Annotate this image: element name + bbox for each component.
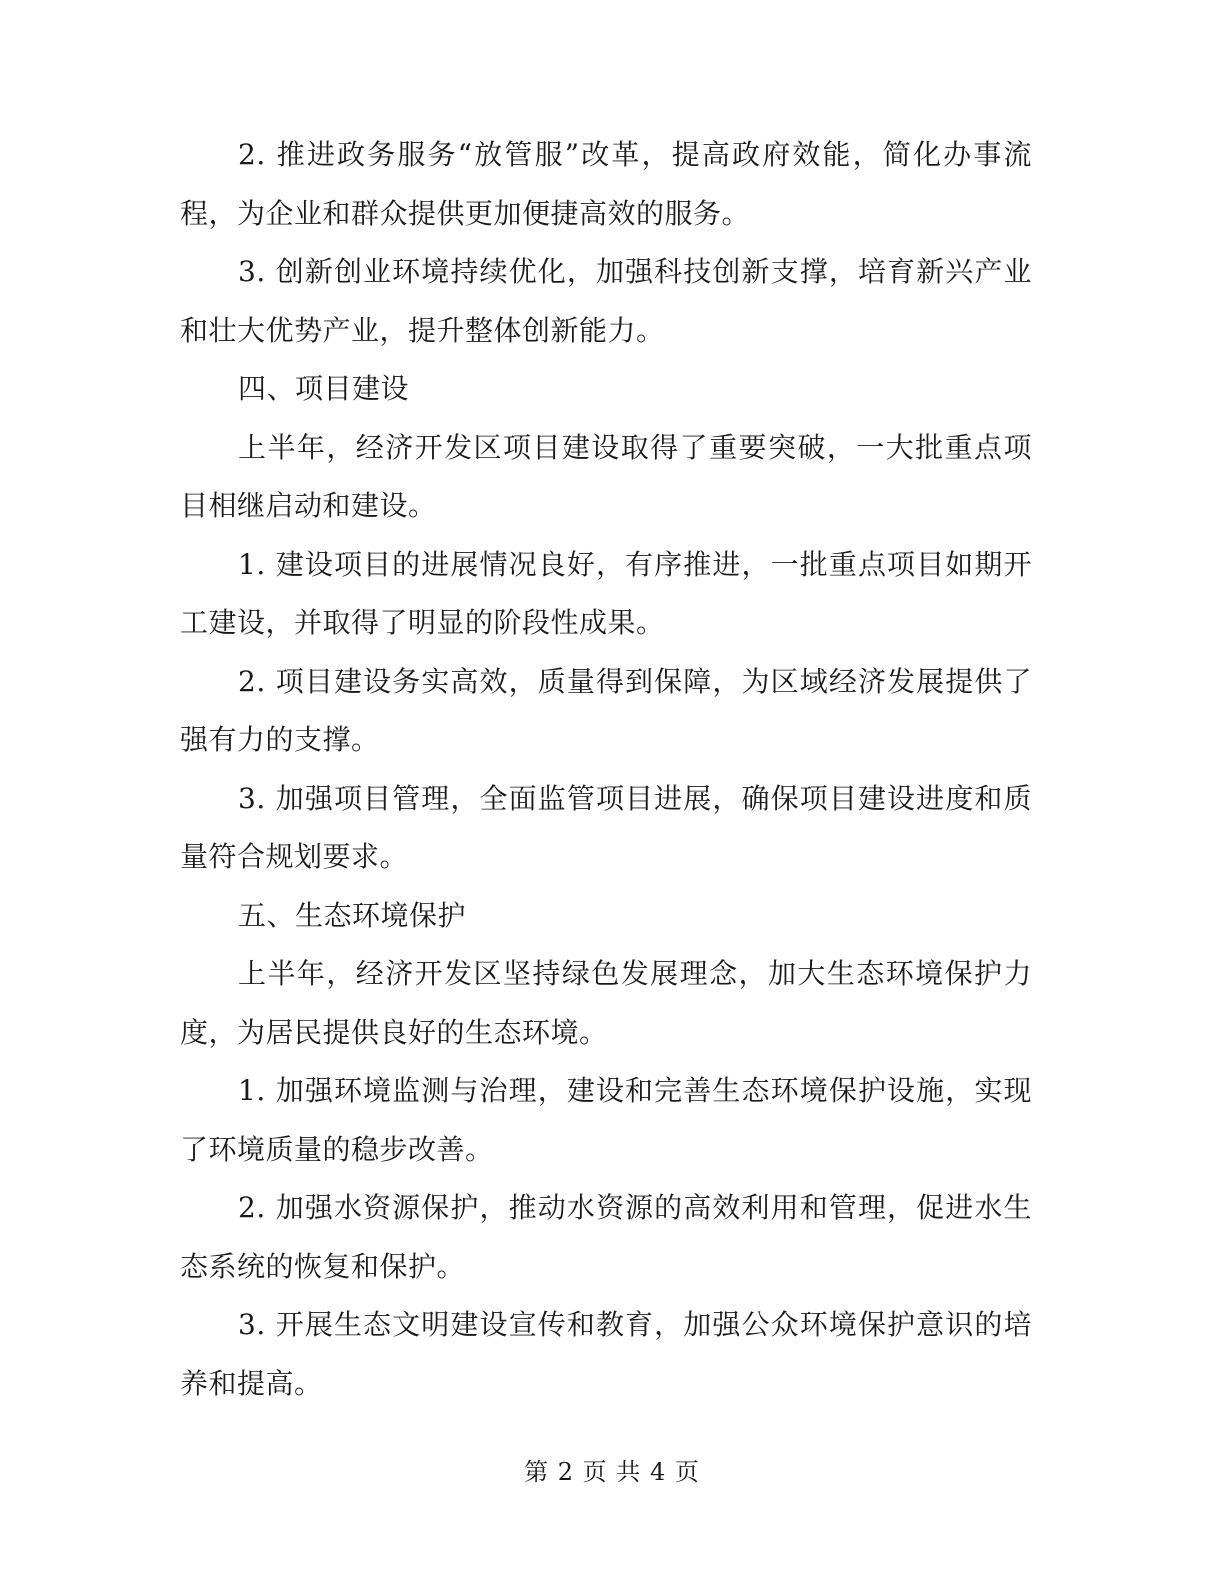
document-body [180,126,1032,1413]
paragraph-project-item-3: 3. 加强项目管理，全面监管项目进展，确保项目建设进度和质量符合规划要求。 [180,781,1032,873]
paragraph-ecology-intro: 上半年，经济开发区坚持绿色发展理念，加大生态环境保护力度，为居民提供良好的生态环境。 [180,957,1032,1049]
paragraph-ecology-item-3: 3. 开展生态文明建设宣传和教育，加强公众环境保护意识的培养和提高。 [180,1308,1032,1400]
section-heading-project-construction: 四、项目建设 [238,372,410,405]
page-footer: 第 2 页 共 4 页 [524,1458,700,1486]
paragraph-project-item-2: 2. 项目建设务实高效，质量得到保障，为区域经济发展提供了强有力的支撑。 [180,664,1032,756]
paragraph-project-item-1: 1. 建设项目的进展情况良好，有序推进，一批重点项目如期开工建设，并取得了明显的阶段性成果。 [180,547,1032,639]
paragraph-item-2-reform: 2. 推进政务服务“放管服”改革，提高政府效能，简化办事流程，为企业和群众提供更加便捷高效的服务。 [180,138,1032,230]
paragraph-ecology-item-2: 2. 加强水资源保护，推动水资源的高效利用和管理，促进水生态系统的恢复和保护。 [180,1191,1032,1283]
paragraph-ecology-item-1: 1. 加强环境监测与治理，建设和完善生态环境保护设施，实现了环境质量的稳步改善。 [180,1074,1032,1166]
paragraph-project-intro: 上半年，经济开发区项目建设取得了重要突破，一大批重点项目相继启动和建设。 [180,430,1032,522]
section-heading-ecology: 五、生态环境保护 [238,898,467,932]
paragraph-item-3-innovation: 3. 创新创业环境持续优化，加强科技创新支撑，培育新兴产业和壮大优势产业，提升整体创新能力。 [180,255,1032,347]
